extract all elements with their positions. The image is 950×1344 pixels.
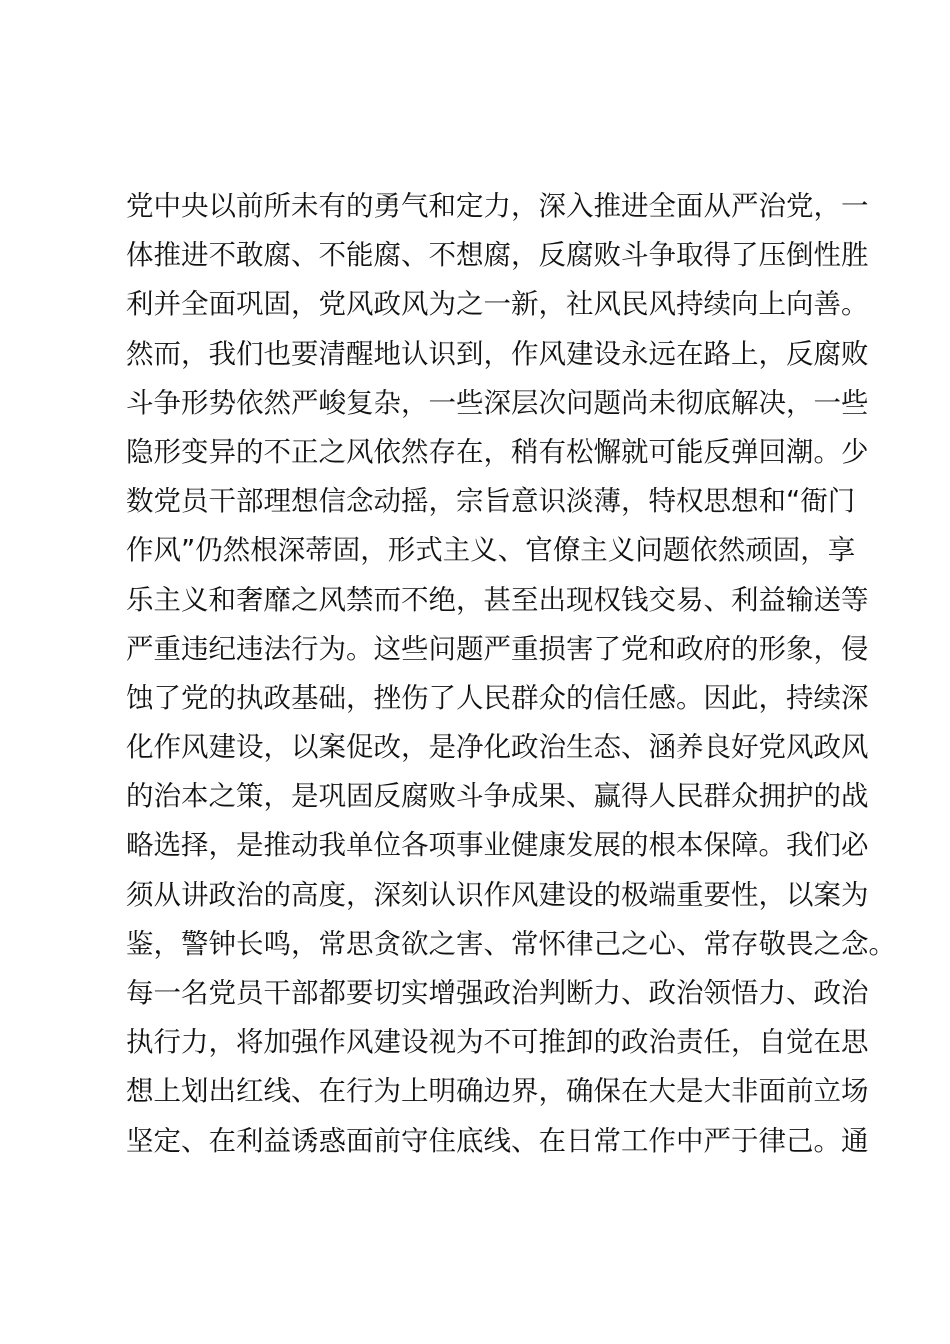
text-line: 的治本之策，是巩固反腐败斗争成果、赢得人民群众拥护的战 bbox=[126, 780, 869, 813]
text-line: 每一名党员干部都要切实增强政治判断力、政治领悟力、政治 bbox=[126, 977, 869, 1009]
text-line: 坚定、在利益诱惑面前守住底线、在日常工作中严于律己。通 bbox=[126, 1124, 869, 1157]
text-line: 略选择，是推动我单位各项事业健康发展的根本保障。我们必 bbox=[126, 829, 869, 862]
text-line: 化作风建设，以案促改，是净化政治生态、涵养良好党风政风 bbox=[126, 731, 869, 764]
body-paragraph bbox=[126, 182, 896, 1166]
text-line: 执行力，将加强作风建设视为不可推卸的政治责任，自觉在思 bbox=[126, 1026, 869, 1059]
text-line: 须从讲政治的高度，深刻认识作风建设的极端重要性，以案为 bbox=[126, 878, 869, 911]
text-line: 隐形变异的不正之风依然存在，稍有松懈就可能反弹回潮。少 bbox=[126, 435, 869, 468]
text-line: 体推进不敢腐、不能腐、不想腐，反腐败斗争取得了压倒性胜 bbox=[126, 239, 869, 272]
text-line: 鉴，警钟长鸣，常思贪欲之害、常怀律己之心、常存敬畏之念。 bbox=[126, 927, 896, 960]
text-line: 利并全面巩固，党风政风为之一新，社风民风持续向上向善。 bbox=[126, 288, 869, 321]
text-line: 蚀了党的执政基础，挫伤了人民群众的信任感。因此，持续深 bbox=[126, 681, 869, 714]
text-line: 然而，我们也要清醒地认识到，作风建设永远在路上，反腐败 bbox=[126, 337, 869, 370]
text-line: 数党员干部理想信念动摇，宗旨意识淡薄，特权思想和“衙门 bbox=[126, 485, 856, 518]
text-line: 斗争形势依然严峻复杂，一些深层次问题尚未彻底解决，一些 bbox=[126, 386, 869, 419]
text-line: 严重违纪违法行为。这些问题严重损害了党和政府的形象，侵 bbox=[126, 632, 869, 665]
text-line: 乐主义和奢靡之风禁而不绝，甚至出现权钱交易、利益输送等 bbox=[126, 583, 869, 616]
text-line: 想上划出红线、在行为上明确边界，确保在大是大非面前立场 bbox=[126, 1075, 869, 1108]
text-line: 作风”仍然根深蒂固，形式主义、官僚主义问题依然顽固，享 bbox=[126, 534, 856, 567]
text-line: 党中央以前所未有的勇气和定力，深入推进全面从严治党，一 bbox=[126, 190, 869, 222]
